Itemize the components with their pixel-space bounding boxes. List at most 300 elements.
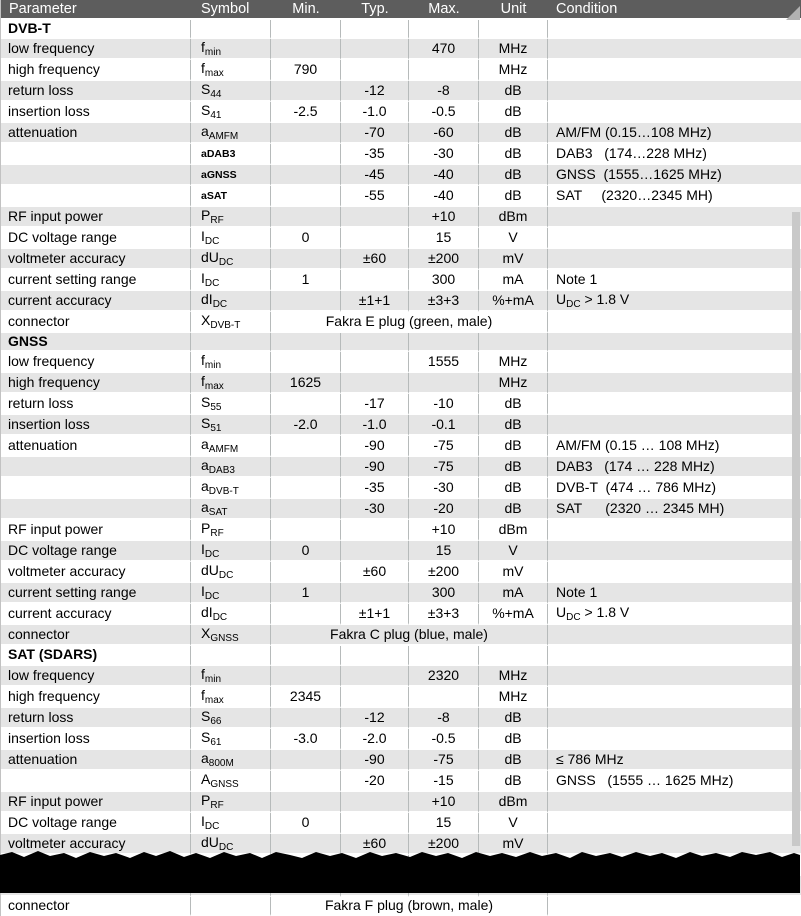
unit-cell: dB [479,457,548,478]
max-cell [409,646,479,665]
min-cell [191,646,271,665]
section-label: SAT (SDARS) [1,646,191,665]
table-row [1,834,801,855]
table-row [1,165,801,186]
max-cell [409,373,479,394]
max-cell: +10 [409,207,479,228]
param-cell: high frequency [1,60,191,81]
symbol-cell: $S_{66}$ [191,708,271,729]
condition-cell [548,897,801,916]
unit-cell: dB [479,186,548,207]
param-cell: current accuracy [1,291,191,312]
table-row [1,415,801,436]
max-cell: +10 [409,520,479,541]
section-row [1,20,801,39]
max-cell: -40 [409,165,479,186]
min-cell [271,144,341,165]
min-cell [271,834,341,855]
table-row [1,207,801,228]
typ-cell: -12 [341,81,409,102]
min-cell [271,646,341,665]
plug-cell: Fakra C plug (blue, male) [271,625,548,646]
max-cell: -8 [409,81,479,102]
typ-cell: -17 [341,394,409,415]
max-cell: +10 [409,792,479,813]
max-cell: ±200 [409,249,479,270]
section-label: GNSS [1,333,191,352]
col-header-unit: Unit [479,0,548,20]
param-cell: voltmeter accuracy [1,249,191,270]
table-row [1,457,801,478]
typ-cell [341,333,409,352]
typ-cell: -35 [341,478,409,499]
min-cell [271,333,341,352]
table-row [1,520,801,541]
max-cell: -60 [409,123,479,144]
table-row [1,708,801,729]
max-cell: -0.5 [409,102,479,123]
typ-cell: -70 [341,123,409,144]
param-cell: insertion loss [1,729,191,750]
unit-cell [479,333,548,352]
min-cell [271,352,341,373]
typ-cell [341,646,409,665]
condition-cell: GNSS (1555 … 1625 MHz) [548,771,801,792]
symbol-cell: $X_{GNSS}$ [191,625,271,646]
spec-table-body [1,20,801,916]
max-cell: -75 [409,436,479,457]
section-row [1,333,801,352]
min-cell: -2.5 [271,102,341,123]
typ-cell [341,60,409,81]
param-cell [1,165,191,186]
symbol-cell: $f_{min}$ [191,39,271,60]
min-cell [271,20,341,39]
max-cell: -30 [409,478,479,499]
symbol-cell: $I_{DC}$ [191,270,271,291]
table-row [1,123,801,144]
typ-cell: ±1+1 [341,291,409,312]
param-cell: low frequency [1,666,191,687]
typ-cell: -90 [341,436,409,457]
condition-cell [548,81,801,102]
param-cell: insertion loss [1,102,191,123]
param-cell: attenuation [1,123,191,144]
symbol-cell: $a_{AMFM}$ [191,436,271,457]
table-row [1,562,801,583]
symbol-cell: $I_{DC}$ [191,228,271,249]
min-cell [271,457,341,478]
min-cell: 0 [271,541,341,562]
unit-cell: MHz [479,352,548,373]
unit-cell [479,20,548,39]
condition-cell [548,249,801,270]
max-cell: ±200 [409,834,479,855]
table-row [1,499,801,520]
min-cell [271,207,341,228]
min-cell [271,520,341,541]
condition-cell [548,60,801,81]
symbol-cell: $a_{800M}$ [191,750,271,771]
condition-cell [548,312,801,333]
condition-cell [548,834,801,855]
max-cell: -75 [409,750,479,771]
min-cell [271,186,341,207]
min-cell: 1 [271,270,341,291]
unit-cell: dBm [479,792,548,813]
condition-cell [548,687,801,708]
param-cell: high frequency [1,373,191,394]
unit-cell: dB [479,123,548,144]
typ-cell: ±60 [341,249,409,270]
condition-cell [548,207,801,228]
typ-cell [341,666,409,687]
max-cell: ±3+3 [409,604,479,625]
table-row [1,792,801,813]
condition-cell [548,394,801,415]
unit-cell: dBm [479,520,548,541]
unit-cell: mV [479,249,548,270]
typ-cell: -1.0 [341,102,409,123]
symbol-cell: $S_{41}$ [191,102,271,123]
table-row [1,813,801,834]
max-cell: 15 [409,813,479,834]
param-cell: RF input power [1,207,191,228]
unit-cell: dB [479,478,548,499]
typ-cell: -30 [341,499,409,520]
col-header-typ: Typ. [341,0,409,20]
unit-cell: MHz [479,373,548,394]
symbol-cell: $dI_{DC}$ [191,291,271,312]
symbol-cell: $P_{RF}$ [191,520,271,541]
typ-cell [341,270,409,291]
param-cell [1,186,191,207]
symbol-cell: $S_{51}$ [191,415,271,436]
typ-cell: -12 [341,708,409,729]
condition-cell [548,520,801,541]
typ-cell: ±60 [341,834,409,855]
col-header-min: Min. [271,0,341,20]
condition-cell: $U_{DC} > 1.8$ V [548,291,801,312]
max-cell: -10 [409,394,479,415]
unit-cell: %+mA [479,604,548,625]
symbol-cell: $P_{RF}$ [191,207,271,228]
typ-cell [341,207,409,228]
param-cell [1,771,191,792]
min-cell [191,20,271,39]
unit-cell: dB [479,708,548,729]
condition-cell [548,39,801,60]
typ-cell: -1.0 [341,415,409,436]
right-margin-strip [792,212,800,846]
condition-cell: DAB3 (174 … 228 MHz) [548,457,801,478]
symbol-cell: $S_{61}$ [191,729,271,750]
min-cell: 2345 [271,687,341,708]
condition-cell: ≤ 786 MHz [548,750,801,771]
max-cell: -30 [409,144,479,165]
param-cell: current setting range [1,270,191,291]
typ-cell [341,352,409,373]
condition-cell [548,708,801,729]
param-cell: current setting range [1,583,191,604]
condition-cell: DVB-T (474 … 786 MHz) [548,478,801,499]
max-cell [409,20,479,39]
param-cell [1,478,191,499]
table-row [1,81,801,102]
param-cell: connector [1,625,191,646]
unit-cell: mA [479,583,548,604]
typ-cell [341,39,409,60]
max-cell: ±3+3 [409,291,479,312]
unit-cell: dBm [479,207,548,228]
symbol-cell: $dU_{DC}$ [191,249,271,270]
max-cell: ±200 [409,562,479,583]
unit-cell: dB [479,771,548,792]
max-cell: -0.5 [409,729,479,750]
table-row [1,897,801,916]
symbol-cell: $I_{DC}$ [191,541,271,562]
unit-cell: V [479,813,548,834]
condition-cell: $U_{DC} > 1.8$ V [548,604,801,625]
param-cell: DC voltage range [1,813,191,834]
param-cell [1,144,191,165]
unit-cell: mV [479,834,548,855]
min-cell [271,291,341,312]
table-row [1,186,801,207]
min-cell: 0 [271,228,341,249]
param-cell: RF input power [1,520,191,541]
table-row [1,541,801,562]
condition-cell [548,333,801,352]
header-fold-notch-icon [786,6,800,20]
plug-cell: Fakra F plug (brown, male) [271,897,548,916]
symbol-cell: $dU_{DC}$ [191,562,271,583]
table-row [1,478,801,499]
min-cell: -3.0 [271,729,341,750]
min-cell [271,394,341,415]
typ-cell [341,583,409,604]
table-row [1,729,801,750]
symbol-cell: aGNSS [191,165,271,186]
condition-cell: Note 1 [548,270,801,291]
symbol-cell: $S_{55}$ [191,394,271,415]
table-row [1,60,801,81]
condition-cell: SAT (2320 … 2345 MH) [548,499,801,520]
table-row [1,228,801,249]
min-cell [271,499,341,520]
symbol-cell: $S_{44}$ [191,81,271,102]
param-cell: return loss [1,394,191,415]
plug-cell: Fakra E plug (green, male) [271,312,548,333]
symbol-cell: $f_{max}$ [191,373,271,394]
unit-cell: dB [479,144,548,165]
redacted-text-bar [0,850,800,893]
param-cell: low frequency [1,352,191,373]
param-cell: voltmeter accuracy [1,562,191,583]
min-cell [271,792,341,813]
min-cell [191,333,271,352]
table-row [1,102,801,123]
condition-cell: AM/FM (0.15 … 108 MHz) [548,436,801,457]
min-cell [271,562,341,583]
header-row [1,0,801,20]
unit-cell: MHz [479,60,548,81]
typ-cell [341,520,409,541]
condition-cell [548,228,801,249]
typ-cell [341,792,409,813]
min-cell [271,123,341,144]
table-row [1,687,801,708]
typ-cell: -45 [341,165,409,186]
unit-cell: dB [479,165,548,186]
unit-cell: dB [479,81,548,102]
typ-cell [341,541,409,562]
unit-cell: mV [479,562,548,583]
param-cell: voltmeter accuracy [1,834,191,855]
condition-cell [548,813,801,834]
unit-cell: mA [479,270,548,291]
unit-cell: dB [479,102,548,123]
table-row [1,352,801,373]
min-cell: 790 [271,60,341,81]
unit-cell: MHz [479,39,548,60]
param-cell: insertion loss [1,415,191,436]
max-cell: 300 [409,583,479,604]
symbol-cell: $f_{min}$ [191,352,271,373]
symbol-cell: $P_{RF}$ [191,792,271,813]
symbol-cell [191,897,271,916]
max-cell: 15 [409,541,479,562]
table-row [1,436,801,457]
unit-cell: dB [479,499,548,520]
symbol-cell: $f_{max}$ [191,687,271,708]
table-row [1,249,801,270]
table-row [1,373,801,394]
unit-cell: dB [479,415,548,436]
symbol-cell: $f_{min}$ [191,666,271,687]
min-cell: 1625 [271,373,341,394]
param-cell [1,457,191,478]
typ-cell: ±60 [341,562,409,583]
max-cell: -15 [409,771,479,792]
table-row [1,144,801,165]
typ-cell: -35 [341,144,409,165]
section-row [1,646,801,665]
col-header-symbol: Symbol [191,0,271,20]
symbol-cell: $dI_{DC}$ [191,604,271,625]
unit-cell: %+mA [479,291,548,312]
min-cell [271,750,341,771]
max-cell: -75 [409,457,479,478]
table-row [1,270,801,291]
symbol-cell: $A_{GNSS}$ [191,771,271,792]
unit-cell: V [479,541,548,562]
min-cell [271,604,341,625]
max-cell: -20 [409,499,479,520]
symbol-cell: $a_{DAB3}$ [191,457,271,478]
param-cell: DC voltage range [1,541,191,562]
symbol-cell: aDAB3 [191,144,271,165]
typ-cell: -2.0 [341,729,409,750]
param-cell: connector [1,312,191,333]
max-cell: 300 [409,270,479,291]
min-cell [271,436,341,457]
section-label: DVB-T [1,20,191,39]
condition-cell [548,20,801,39]
condition-cell: Note 1 [548,583,801,604]
typ-cell [341,813,409,834]
typ-cell: -20 [341,771,409,792]
max-cell: 470 [409,39,479,60]
param-cell: low frequency [1,39,191,60]
max-cell: 2320 [409,666,479,687]
typ-cell [341,228,409,249]
param-cell: RF input power [1,792,191,813]
unit-cell [479,646,548,665]
max-cell: -0.1 [409,415,479,436]
condition-cell [548,373,801,394]
condition-cell [548,562,801,583]
col-header-parameter: Parameter [1,0,191,20]
symbol-cell: $dU_{DC}$ [191,834,271,855]
symbol-cell: aSAT [191,186,271,207]
condition-cell: AM/FM (0.15…108 MHz) [548,123,801,144]
table-row [1,771,801,792]
param-cell: return loss [1,81,191,102]
table-row [1,394,801,415]
col-header-condition: Condition [548,0,801,20]
unit-cell: V [479,228,548,249]
table-row [1,604,801,625]
max-cell [409,333,479,352]
table-row [1,750,801,771]
table-row [1,291,801,312]
max-cell [409,687,479,708]
max-cell [409,60,479,81]
min-cell [271,39,341,60]
condition-cell [548,646,801,665]
typ-cell [341,373,409,394]
max-cell: -8 [409,708,479,729]
table-row [1,666,801,687]
typ-cell [341,20,409,39]
min-cell: 1 [271,583,341,604]
param-cell: DC voltage range [1,228,191,249]
param-cell: connector [1,897,191,916]
max-cell: 1555 [409,352,479,373]
condition-cell: GNSS (1555…1625 MHz) [548,165,801,186]
condition-cell: DAB3 (174…228 MHz) [548,144,801,165]
unit-cell: dB [479,436,548,457]
table-header [1,0,801,20]
symbol-cell: $I_{DC}$ [191,583,271,604]
table-row [1,625,801,646]
unit-cell: dB [479,394,548,415]
condition-cell [548,792,801,813]
unit-cell: MHz [479,687,548,708]
min-cell [271,771,341,792]
condition-cell [548,625,801,646]
table-row [1,312,801,333]
condition-cell [548,729,801,750]
min-cell: -2.0 [271,415,341,436]
condition-cell [548,415,801,436]
table-row [1,583,801,604]
param-cell: current accuracy [1,604,191,625]
typ-cell: ±1+1 [341,604,409,625]
unit-cell: dB [479,750,548,771]
min-cell [271,81,341,102]
